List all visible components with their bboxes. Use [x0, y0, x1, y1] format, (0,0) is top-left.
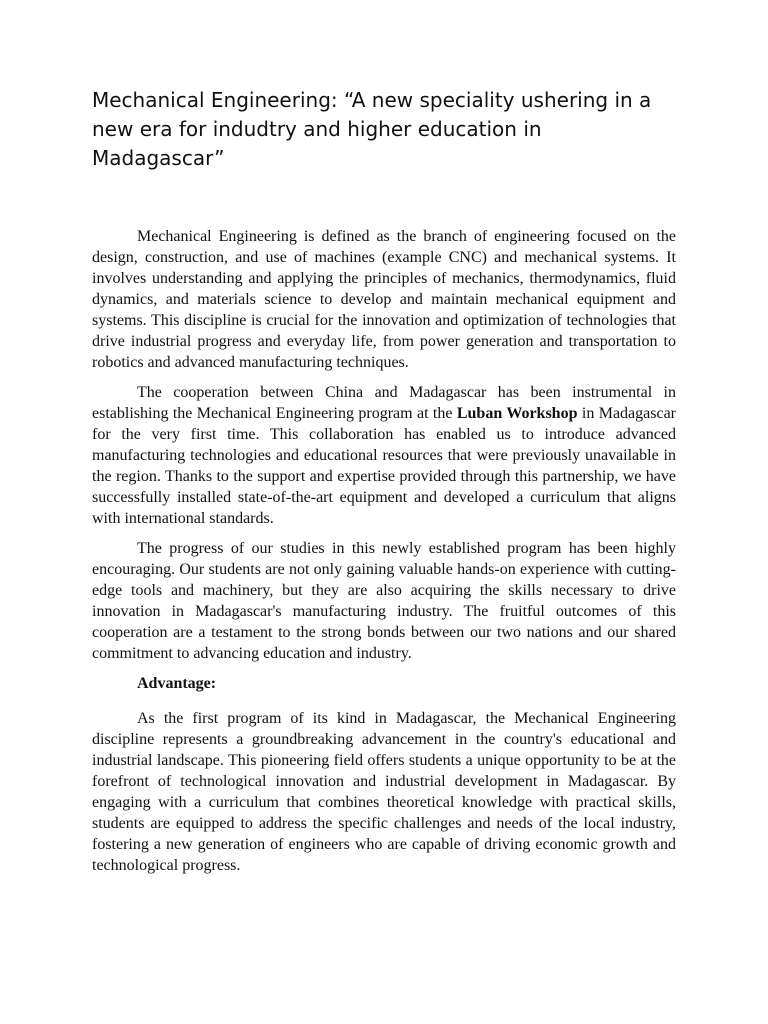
document-body [92, 226, 676, 876]
luban-workshop-bold: Luban Workshop [456, 405, 578, 422]
document-title: Mechanical Engineering: “A new speciality ushering in a new era for indudtry and higher education in Madagascar” [92, 88, 652, 170]
paragraph-definition: Mechanical Engineering is defined as the branch of engineering focused on the design, construction, and use of machines (example CNC) and mechanical systems. It involves understanding and applying the principles of mechanics, thermodynamics, fluid dynamics, and materials science to develop and maintain mechanical equipment and systems. This discipline is crucial for the innovation and optimization of technologies that drive industrial progress and everyday life, from power generation and transportation to robotics and advanced manufacturing techniques. [92, 228, 676, 371]
paragraph-progress: The progress of our studies in this newly established program has been highly encouraging. Our students are not only gaining valuable hands-on experience with cutting-edge tools and machinery, but they are also acquiring the skills necessary to drive innovation in Madagascar's manufacturing industry. The fruitful outcomes of this cooperation are a testament to the strong bonds between our two nations and our shared commitment to advancing education and industry. [92, 540, 676, 662]
paragraph-cooperation [92, 382, 676, 529]
document-page [92, 86, 676, 885]
paragraph-cooperation-text-2: in Madagascar for the very first time. This collaboration has enabled us to introduce advanced manufacturing technologies and educational resources that were previously unavailable in the region. Thanks to the support and expertise provided through this partnership, we have successfully installed state-of-the-art equipment and developed a curriculum that aligns with international standards. [92, 405, 677, 527]
paragraph-cooperation-text-1: The cooperation between China and Madagascar has been instrumental in establishing the Mechanical Engineering program at the [92, 384, 676, 422]
paragraph-advantage: As the first program of its kind in Madagascar, the Mechanical Engineering discipline represents a groundbreaking advancement in the country's educational and industrial landscape. This pioneering field offers students a unique opportunity to be at the forefront of technological innovation and industrial development in Madagascar. By engaging with a curriculum that combines theoretical knowledge with practical skills, students are equipped to address the specific challenges and needs of the local industry, fostering a new generation of engineers who are capable of driving economic growth and technological progress. [92, 710, 676, 874]
advantage-heading: Advantage: [137, 675, 217, 692]
